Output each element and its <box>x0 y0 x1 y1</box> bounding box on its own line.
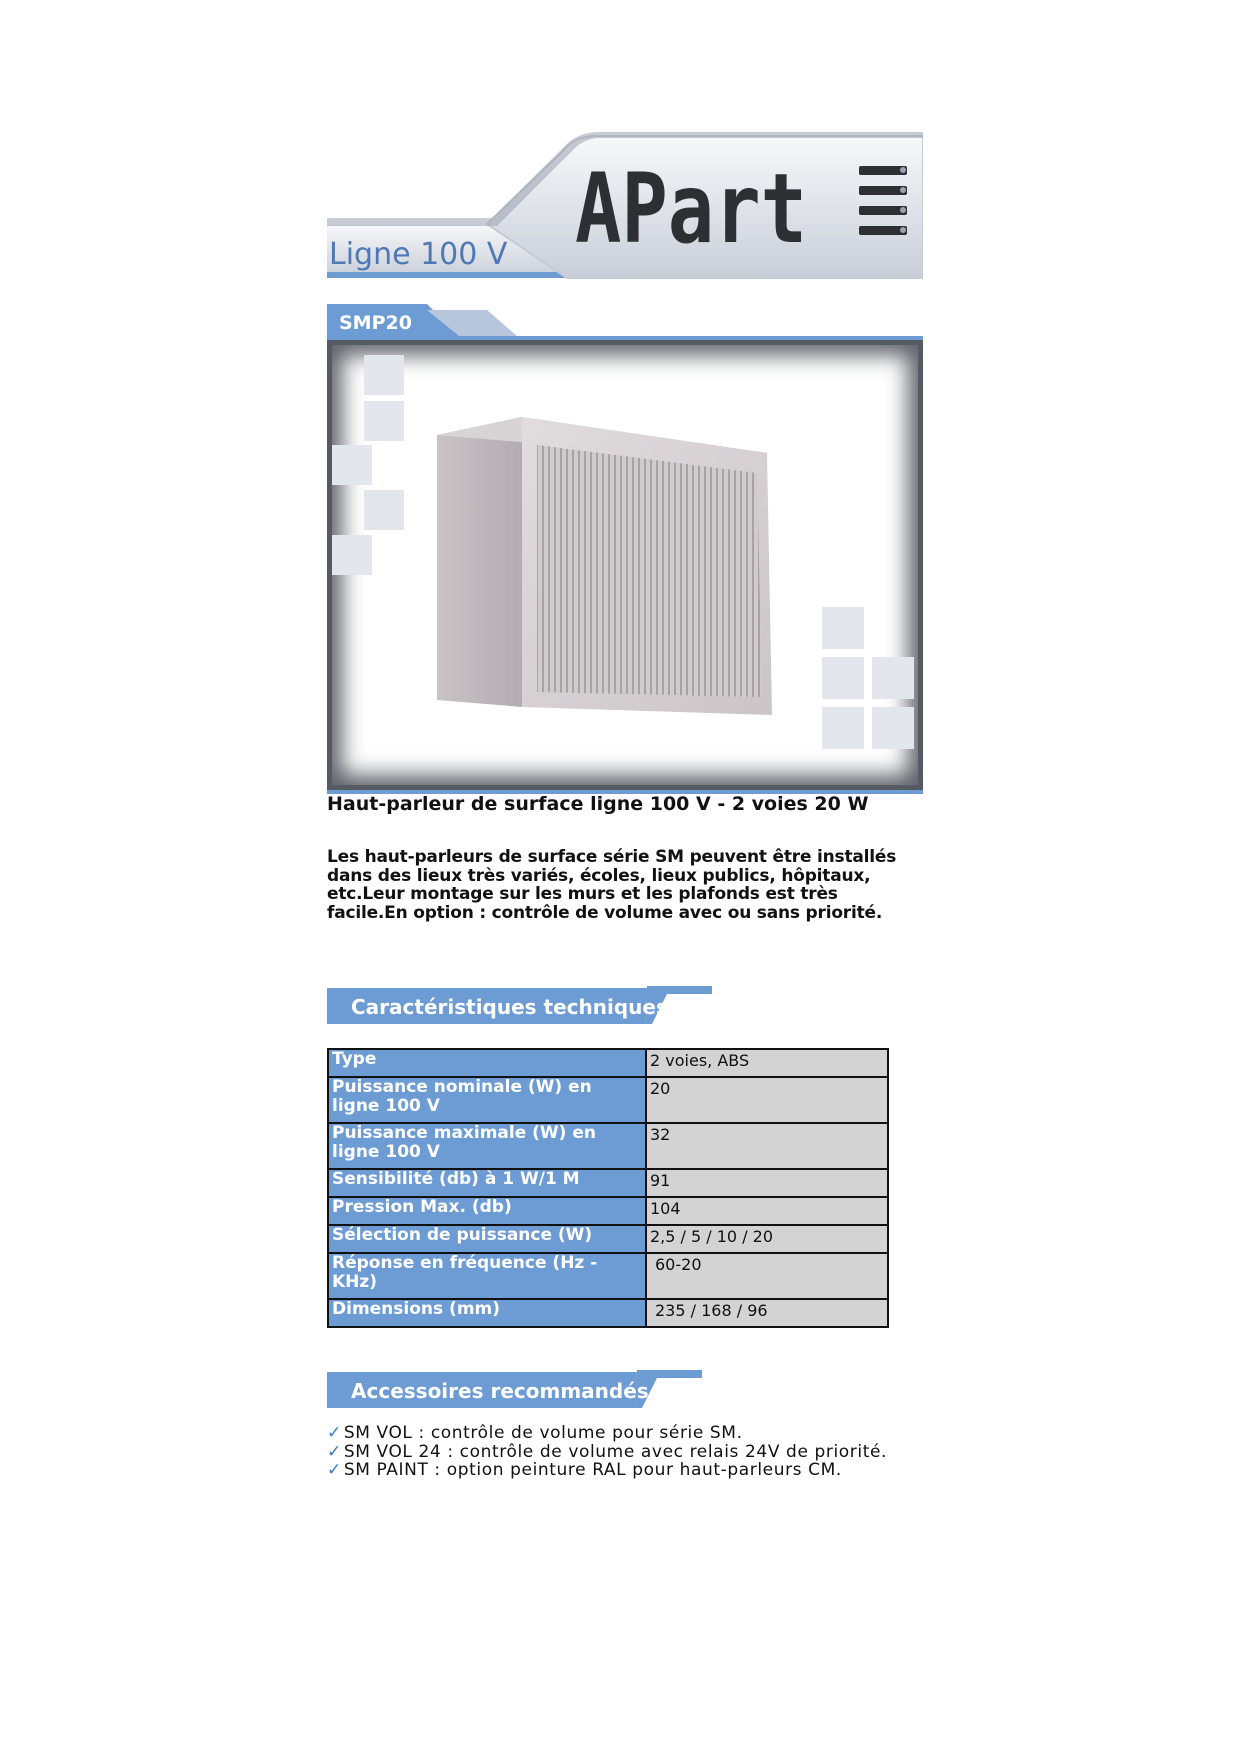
table-row <box>328 1225 888 1253</box>
table-row <box>328 1253 888 1299</box>
accessory-text: SM PAINT : option peinture RAL pour haut-parleurs CM. <box>343 1460 842 1481</box>
table-row <box>328 1299 888 1327</box>
brand-banner <box>327 132 923 282</box>
accessories-heading: Accessoires recommandés <box>351 1379 649 1403</box>
spec-name: Sélection de puissance (W) <box>328 1225 646 1253</box>
wall-speaker-image <box>332 345 918 785</box>
spec-value: 20 <box>646 1077 888 1123</box>
spec-value: 2 voies, ABS <box>646 1049 888 1077</box>
spec-name: Réponse en fréquence (Hz - KHz) <box>328 1253 646 1299</box>
spec-value: 32 <box>646 1123 888 1169</box>
accessories-list <box>327 1424 887 1480</box>
product-photo-frame <box>327 340 923 790</box>
check-icon: ✓ <box>327 1441 342 1462</box>
spec-value: 104 <box>646 1197 888 1225</box>
brand-logo: APart <box>575 153 807 265</box>
product-code-tab <box>327 304 923 344</box>
accessories-heading-tab <box>327 1370 707 1410</box>
accessory-text: SM VOL : contrôle de volume pour série SM. <box>343 1423 743 1443</box>
product-title: Haut-parleur de surface ligne 100 V - 2 voies 20 W <box>327 793 869 815</box>
spec-name: Puissance maximale (W) en ligne 100 V <box>328 1123 646 1169</box>
table-row <box>328 1169 888 1197</box>
brand-banner-graphic <box>327 132 923 282</box>
line-label: Ligne 100 V <box>329 237 508 272</box>
list-item <box>327 1461 887 1480</box>
spec-value: 2,5 / 5 / 10 / 20 <box>646 1225 888 1253</box>
table-row <box>328 1077 888 1123</box>
spec-value: 60-20 <box>646 1253 888 1299</box>
specs-heading-tab <box>327 986 717 1026</box>
spec-name: Puissance nominale (W) en ligne 100 V <box>328 1077 646 1123</box>
accessory-text: SM VOL 24 : contrôle de volume avec relais 24V de priorité. <box>343 1441 888 1462</box>
table-row <box>328 1123 888 1169</box>
spec-name: Pression Max. (db) <box>328 1197 646 1225</box>
specs-heading: Caractéristiques techniques <box>351 995 668 1019</box>
check-icon: ✓ <box>327 1423 342 1443</box>
spec-name: Type <box>328 1049 646 1077</box>
product-description: Les haut-parleurs de surface série SM peuvent être installés dans des lieux très variés, écoles, lieux publics, hôpitaux, etc.Leur montage sur les murs et les plafonds est très facile.En option : contrôle de volume avec ou sans priorité. <box>327 847 897 923</box>
check-icon: ✓ <box>327 1460 342 1481</box>
spec-value: 235 / 168 / 96 <box>646 1299 888 1327</box>
spec-value: 91 <box>646 1169 888 1197</box>
spec-name: Dimensions (mm) <box>328 1299 646 1327</box>
product-code: SMP20 <box>339 312 412 334</box>
table-row <box>328 1049 888 1077</box>
table-row <box>328 1197 888 1225</box>
specs-table <box>327 1048 889 1328</box>
spec-name: Sensibilité (db) à 1 W/1 M <box>328 1169 646 1197</box>
list-item <box>327 1424 887 1443</box>
list-item <box>327 1443 887 1462</box>
